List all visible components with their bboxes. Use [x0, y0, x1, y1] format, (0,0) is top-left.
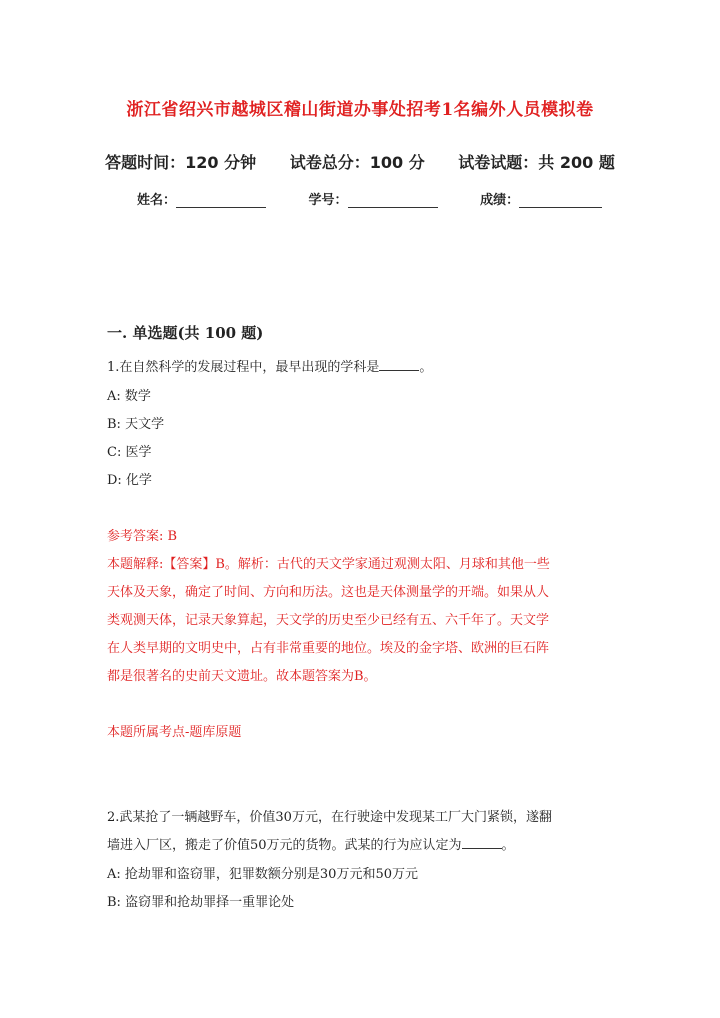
question-1-blank [379, 358, 419, 371]
name-label: 姓名： [137, 193, 177, 208]
question-2-option-a[interactable]: A: 抢劫罪和盗窃罪，犯罪数额分别是30万元和50万元 [107, 867, 418, 882]
section-title: 一. 单选题(共 100 题) [107, 324, 264, 342]
question-1-answer: 参考答案: B [107, 529, 178, 544]
question-2-blank [462, 836, 502, 849]
question-2-option-b[interactable]: B: 盗窃罪和抢劫罪择一重罪论处 [107, 895, 295, 910]
id-field[interactable] [309, 189, 438, 208]
student-fields [137, 189, 602, 208]
document-title: 浙江省绍兴市越城区稽山街道办事处招考1名编外人员模拟卷 [126, 100, 594, 120]
score-label: 成绩： [480, 193, 520, 208]
id-blank[interactable] [348, 193, 438, 208]
question-1-topic: 本题所属考点-题库原题 [107, 725, 242, 740]
question-1-stem-end: 。 [419, 360, 433, 375]
question-2-stem-text: 墙进入厂区，搬走了价值50万元的货物。武某的行为应认定为 [107, 838, 462, 853]
explanation-line: 都是很著名的史前天文遗址。故本题答案为B。 [107, 669, 377, 684]
exam-info [0, 150, 720, 173]
explanation-line: 在人类早期的文明史中，占有非常重要的地位。埃及的金字塔、欧洲的巨石阵 [107, 641, 550, 656]
question-2-stem-line-1: 2.武某抢了一辆越野车，价值30万元，在行驶途中发现某工厂大门紧锁，遂翻 [107, 810, 552, 825]
id-label: 学号： [308, 193, 348, 208]
question-1-option-d[interactable]: D: 化学 [107, 473, 152, 488]
name-blank[interactable] [176, 193, 266, 208]
question-1-stem-text: 1.在自然科学的发展过程中，最早出现的学科是 [107, 360, 380, 375]
score-blank[interactable] [519, 193, 602, 208]
question-1-option-c[interactable]: C: 医学 [107, 445, 152, 460]
question-1-option-a[interactable]: A: 数学 [107, 389, 151, 404]
question-1-stem [107, 356, 432, 375]
question-1-option-b[interactable]: B: 天文学 [107, 417, 165, 432]
explanation-line: 天体及天象，确定了时间、方向和历法。这也是天体测量学的开端。如果从人 [107, 585, 550, 600]
exam-total-score: 试卷总分：100 分 [289, 153, 425, 172]
question-2-stem-end: 。 [501, 838, 515, 853]
name-field[interactable] [137, 189, 266, 208]
score-field[interactable] [480, 189, 602, 208]
exam-total-questions: 试卷试题：共 200 题 [458, 153, 615, 172]
exam-time: 答题时间：120 分钟 [105, 153, 257, 172]
explanation-line: 类观测天体，记录天象算起，天文学的历史至少已经有五、六千年了。天文学 [107, 613, 550, 628]
explanation-line: 本题解释:【答案】B。解析：古代的天文学家通过观测太阳、月球和其他一些 [107, 557, 550, 572]
question-2-stem-line-2 [107, 834, 515, 853]
